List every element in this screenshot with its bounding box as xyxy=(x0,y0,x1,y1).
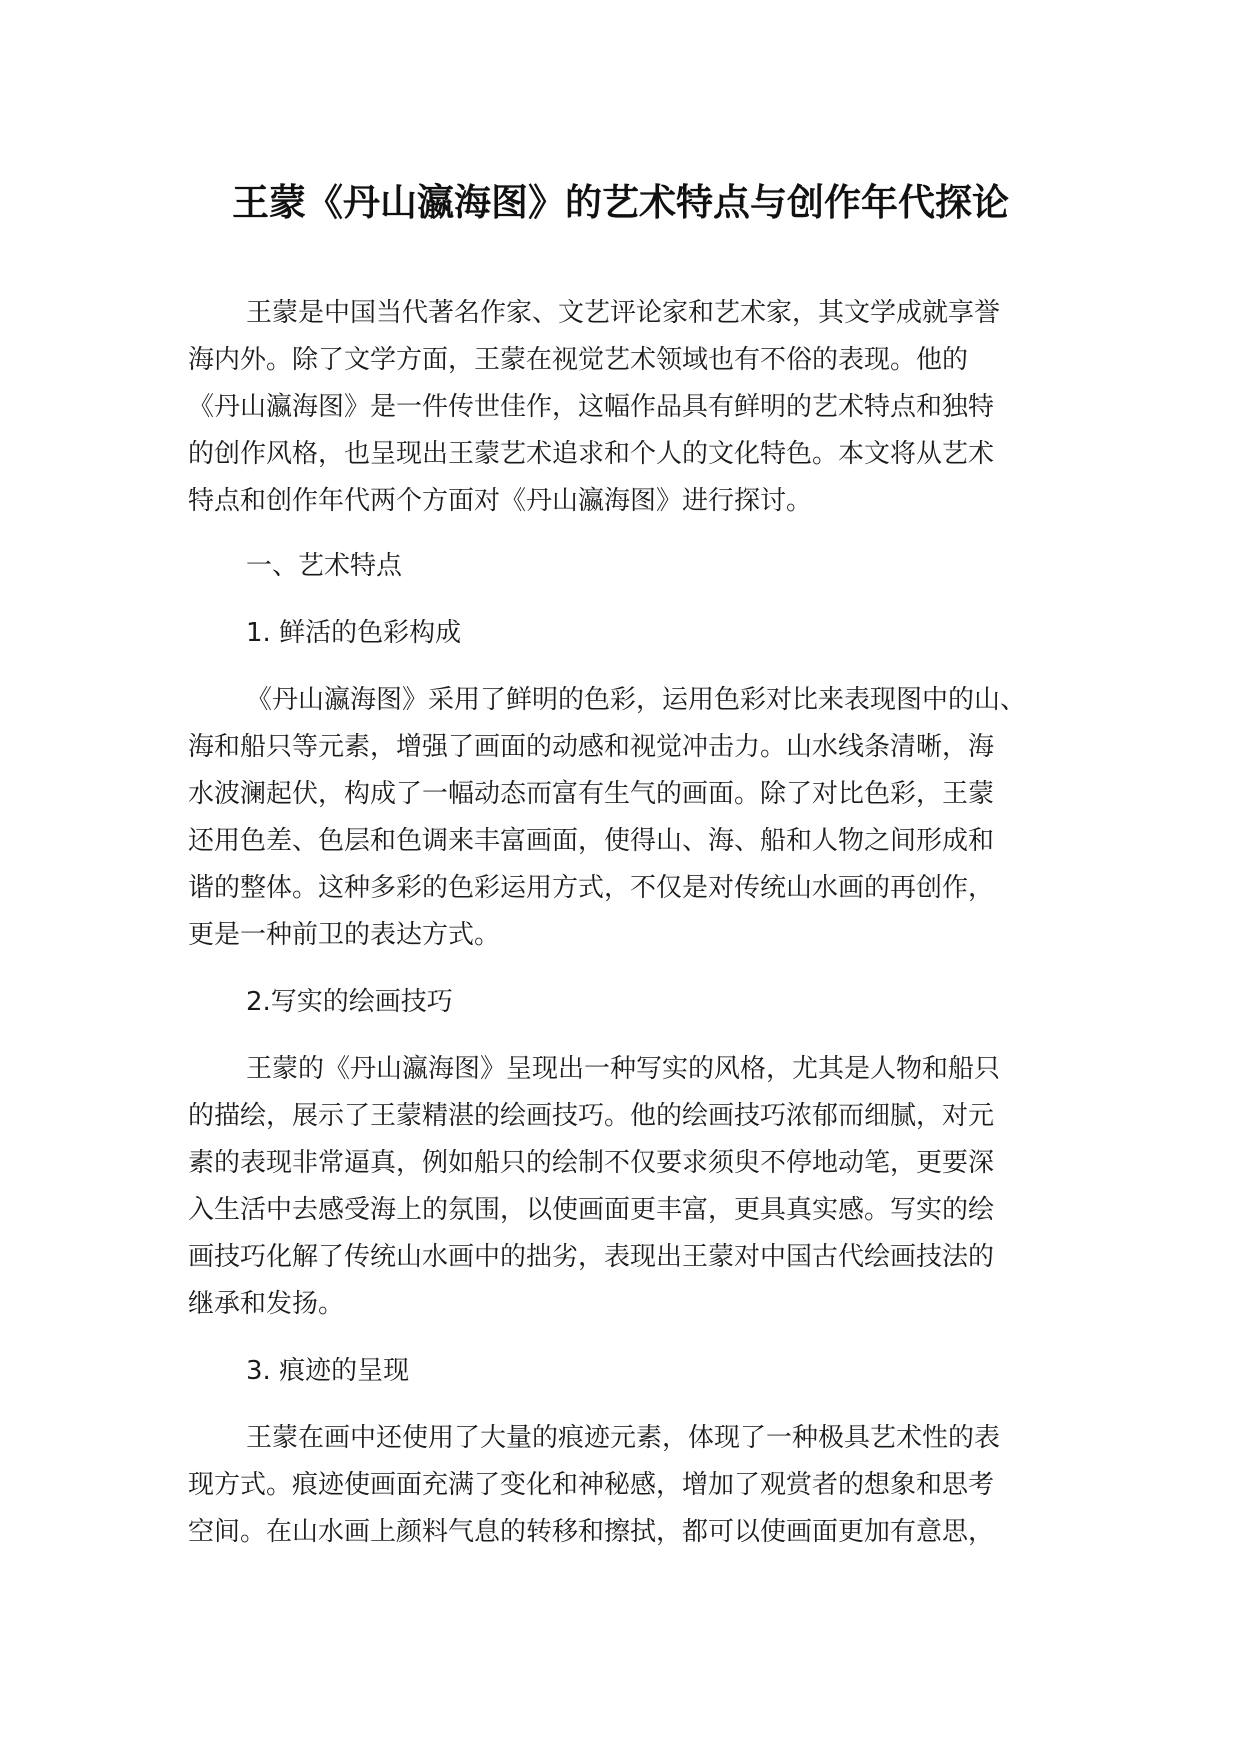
text-line: 还用色差、色层和色调来丰富画面，使得山、海、船和人物之间形成和 xyxy=(188,826,995,856)
text-line: 《丹山瀛海图》是一件传世佳作，这幅作品具有鲜明的艺术特点和独特 xyxy=(188,392,995,422)
subsection-heading: 1. 鲜活的色彩构成 xyxy=(246,618,462,648)
text-line: 入生活中去感受海上的氛围，以使画面更丰富，更具真实感。写实的绘 xyxy=(188,1195,995,1225)
text-line: 的创作风格，也呈现出王蒙艺术追求和个人的文化特色。本文将从艺术 xyxy=(188,439,995,469)
text-line: 王蒙的《丹山瀛海图》呈现出一种写实的风格，尤其是人物和船只 xyxy=(246,1054,1001,1084)
text-line: 画技巧化解了传统山水画中的拙劣，表现出王蒙对中国古代绘画技法的 xyxy=(188,1242,995,1272)
text-line: 王蒙是中国当代著名作家、文艺评论家和艺术家，其文学成就享誉 xyxy=(246,298,1001,328)
text-line: 继承和发扬。 xyxy=(188,1289,345,1319)
text-line: 水波澜起伏，构成了一幅动态而富有生气的画面。除了对比色彩，王蒙 xyxy=(188,779,995,809)
text-line: 海内外。除了文学方面，王蒙在视觉艺术领域也有不俗的表现。他的 xyxy=(188,345,969,375)
text-line: 的描绘，展示了王蒙精湛的绘画技巧。他的绘画技巧浓郁而细腻，对元 xyxy=(188,1101,995,1131)
subsection-heading: 2.写实的绘画技巧 xyxy=(246,987,453,1017)
text-line: 王蒙在画中还使用了大量的痕迹元素，体现了一种极具艺术性的表 xyxy=(246,1423,1001,1453)
document-title: 王蒙《丹山瀛海图》的艺术特点与创作年代探论 xyxy=(232,181,1009,224)
paragraph-sub2 xyxy=(188,1046,1054,1328)
text-line: 更是一种前卫的表达方式。 xyxy=(188,920,501,950)
text-line: 《丹山瀛海图》采用了鲜明的色彩，运用色彩对比来表现图中的山、 xyxy=(246,685,1027,715)
paragraph-sub3 xyxy=(188,1415,1054,1556)
text-line: 现方式。痕迹使画面充满了变化和神秘感，增加了观赏者的想象和思考 xyxy=(188,1470,995,1500)
section-heading: 一、艺术特点 xyxy=(246,551,403,581)
text-line: 空间。在山水画上颜料气息的转移和擦拭，都可以使画面更加有意思， xyxy=(188,1517,995,1547)
subsection-heading: 3. 痕迹的呈现 xyxy=(246,1356,410,1386)
text-line: 素的表现非常逼真，例如船只的绘制不仅要求须臾不停地动笔，更要深 xyxy=(188,1148,995,1178)
paragraph-sub1 xyxy=(188,677,1054,959)
text-line: 谐的整体。这种多彩的色彩运用方式，不仅是对传统山水画的再创作， xyxy=(188,873,995,903)
text-line: 特点和创作年代两个方面对《丹山瀛海图》进行探讨。 xyxy=(188,486,813,516)
text-line: 海和船只等元素，增强了画面的动感和视觉冲击力。山水线条清晰，海 xyxy=(188,732,995,762)
paragraph-intro xyxy=(188,290,1054,525)
document-body xyxy=(188,290,1054,1556)
